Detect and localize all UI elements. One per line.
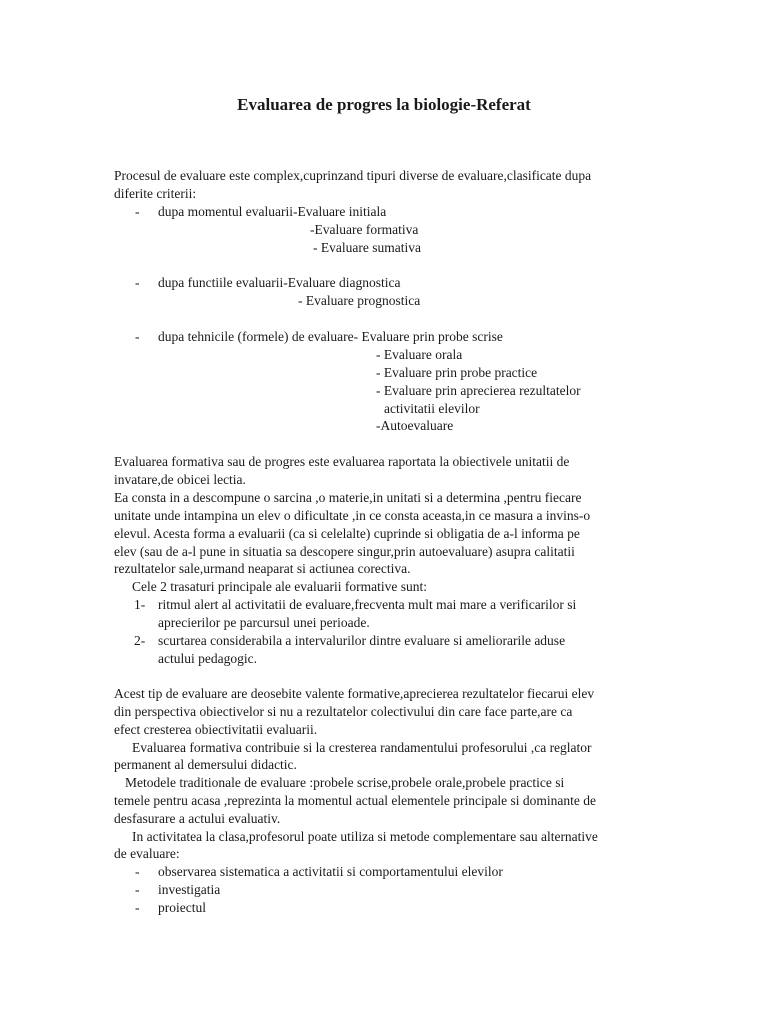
formativa-line-6: elev (sau de a-l pune in situatia sa descopere singur,prin autoevaluare) asupra calitatii [114, 544, 575, 559]
alternative-3-label: proiectul [158, 900, 206, 915]
valente-line-1: Acest tip de evaluare are deosebite valente formative,aprecierea rezultatelor fiecarui elev [114, 686, 595, 701]
formativa-line-7: rezultatelor sale,urmand neaparat si actiunea corectiva. [114, 561, 411, 576]
criterion-3-line-1: dupa tehnicile (formele) de evaluare- Evaluare prin probe scrise [158, 329, 503, 344]
trait-2-line-2: actului pedagogic. [158, 651, 257, 666]
intro-line-1: Procesul de evaluare este complex,cuprinzand tipuri diverse de evaluare,clasificate dupa [114, 168, 592, 183]
criterion-3-line-2: - Evaluare orala [376, 347, 463, 362]
formativa-line-2: invatare,de obicei lectia. [114, 472, 246, 487]
valente-line-8: desfasurare a actului evaluativ. [114, 811, 281, 826]
trait-1-number: 1- [134, 597, 146, 612]
formativa-line-8: Cele 2 trasaturi principale ale evaluarii formative sunt: [132, 579, 428, 594]
criterion-1-dash: - [135, 204, 140, 219]
valente-line-5: permanent al demersului didactic. [114, 757, 297, 772]
valente-line-2: din perspectiva obiectivelor si nu a rezultatelor colectivului din care face parte,are ca [114, 704, 573, 719]
criterion-3-line-6: -Autoevaluare [376, 418, 454, 433]
trait-2-number: 2- [134, 633, 146, 648]
valente-line-3: efect cresterea obiectivitatii evaluarii. [114, 722, 318, 737]
document-title: Evaluarea de progres la biologie-Referat [237, 95, 531, 114]
valente-line-9: In activitatea la clasa,profesorul poate utiliza si metode complementare sau alternative [132, 829, 598, 844]
criterion-1-line-2: -Evaluare formativa [310, 222, 419, 237]
valente-line-10: de evaluare: [114, 846, 180, 861]
trait-1-line-2: aprecierilor pe parcursul unei perioade. [158, 615, 370, 630]
criterion-3-dash: - [135, 329, 140, 344]
alternative-1-label: observarea sistematica a activitatii si comportamentului elevilor [158, 864, 503, 879]
criterion-1-line-3: - Evaluare sumativa [313, 240, 421, 255]
alternative-2-label: investigatia [158, 882, 221, 897]
alternative-3-dash: - [135, 900, 140, 915]
valente-line-6: Metodele traditionale de evaluare :probele scrise,probele orale,probele practice si [125, 775, 565, 790]
formativa-line-3: Ea consta in a descompune o sarcina ,o materie,in unitati si a determina ,pentru fiecare [114, 490, 582, 505]
alternative-1-dash: - [135, 864, 140, 879]
intro-line-2: diferite criterii: [114, 186, 197, 201]
criterion-3-line-3: - Evaluare prin probe practice [376, 365, 538, 380]
criterion-1-line-1: dupa momentul evaluarii-Evaluare initiala [158, 204, 387, 219]
formativa-line-1: Evaluarea formativa sau de progres este evaluarea raportata la obiectivele unitatii de [114, 454, 570, 469]
trait-1-line-1: ritmul alert al activitatii de evaluare,frecventa mult mai mare a verificarilor si [158, 597, 577, 612]
criterion-2-line-2: - Evaluare prognostica [298, 293, 421, 308]
criterion-2-dash: - [135, 275, 140, 290]
formativa-line-5: elevul. Acesta forma a evaluarii (ca si celelalte) cuprinde si obligatia de a-l informa pe [114, 526, 580, 541]
valente-line-7: temele pentru acasa ,reprezinta la momentul actual elementele principale si dominante de [114, 793, 597, 808]
trait-2-line-1: scurtarea considerabila a intervalurilor dintre evaluare si ameliorarile aduse [158, 633, 566, 648]
valente-line-4: Evaluarea formativa contribuie si la cresterea randamentului profesorului ,ca reglator [132, 740, 592, 755]
formativa-line-4: unitate unde intampina un elev o dificultate ,in ce consta aceasta,in ce masura a invins-o [114, 508, 591, 523]
criterion-3-line-4: - Evaluare prin aprecierea rezultatelor [376, 383, 581, 398]
alternative-2-dash: - [135, 882, 140, 897]
criterion-3-line-5: activitatii elevilor [384, 401, 480, 416]
criterion-2-line-1: dupa functiile evaluarii-Evaluare diagnostica [158, 275, 401, 290]
